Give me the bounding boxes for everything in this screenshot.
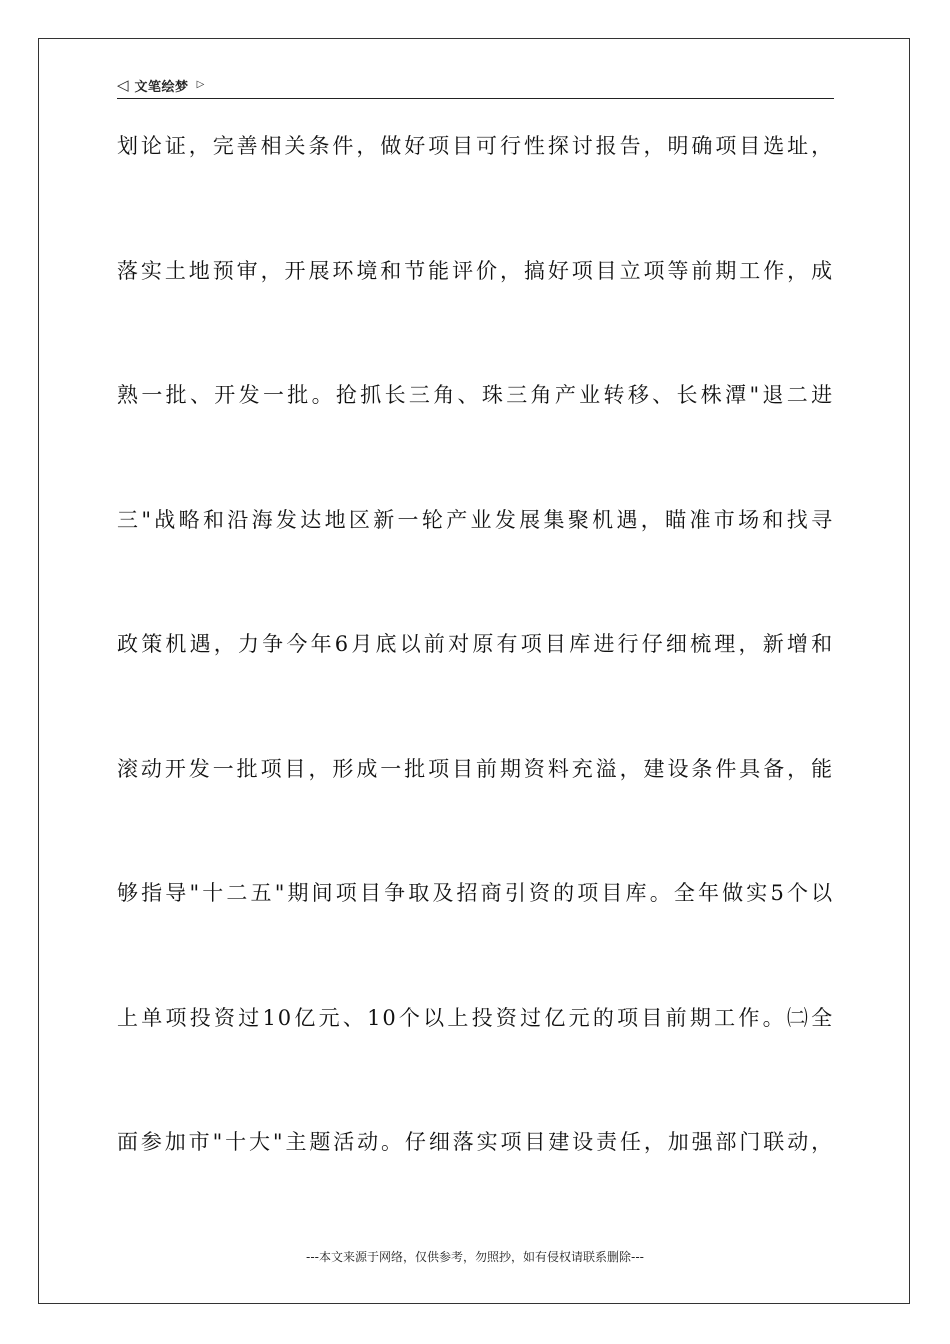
body-line: 够指导"十二五"期间项目争取及招商引资的项目库。全年做实5个以 bbox=[117, 881, 834, 905]
body-line: 三"战略和沿海发达地区新一轮产业发展集聚机遇，瞄准市场和找寻 bbox=[117, 507, 834, 532]
body-line: 熟一批、开发一批。抢抓长三角、珠三角产业转移、长株潭"退二进 bbox=[117, 383, 834, 407]
body-line: 落实土地预审，开展环境和节能评价，搞好项目立项等前期工作，成 bbox=[117, 258, 834, 283]
document-body bbox=[117, 126, 834, 1247]
page-header bbox=[117, 72, 834, 99]
body-line: 面参加市"十大"主题活动。仔细落实项目建设责任，加强部门联动， bbox=[117, 1130, 834, 1154]
body-line: 划论证，完善相关条件，做好项目可行性探讨报告，明确项目选址， bbox=[117, 134, 834, 158]
triangle-left-icon: ◁ bbox=[117, 75, 129, 94]
body-line: 上单项投资过10亿元、10个以上投资过亿元的项目前期工作。㈡全 bbox=[117, 1005, 834, 1030]
body-line: 滚动开发一批项目，形成一批项目前期资料充溢，建设条件具备，能 bbox=[117, 756, 834, 781]
body-line: 政策机遇，力争今年6月底以前对原有项目库进行仔细梳理，新增和 bbox=[117, 632, 834, 656]
page-footer-notice: ---本文来源于网络，仅供参考，勿照抄，如有侵权请联系删除--- bbox=[306, 1250, 644, 1264]
header-brand: 文笔绘梦 bbox=[134, 79, 189, 95]
triangle-right-icon: ▷ bbox=[196, 79, 205, 90]
